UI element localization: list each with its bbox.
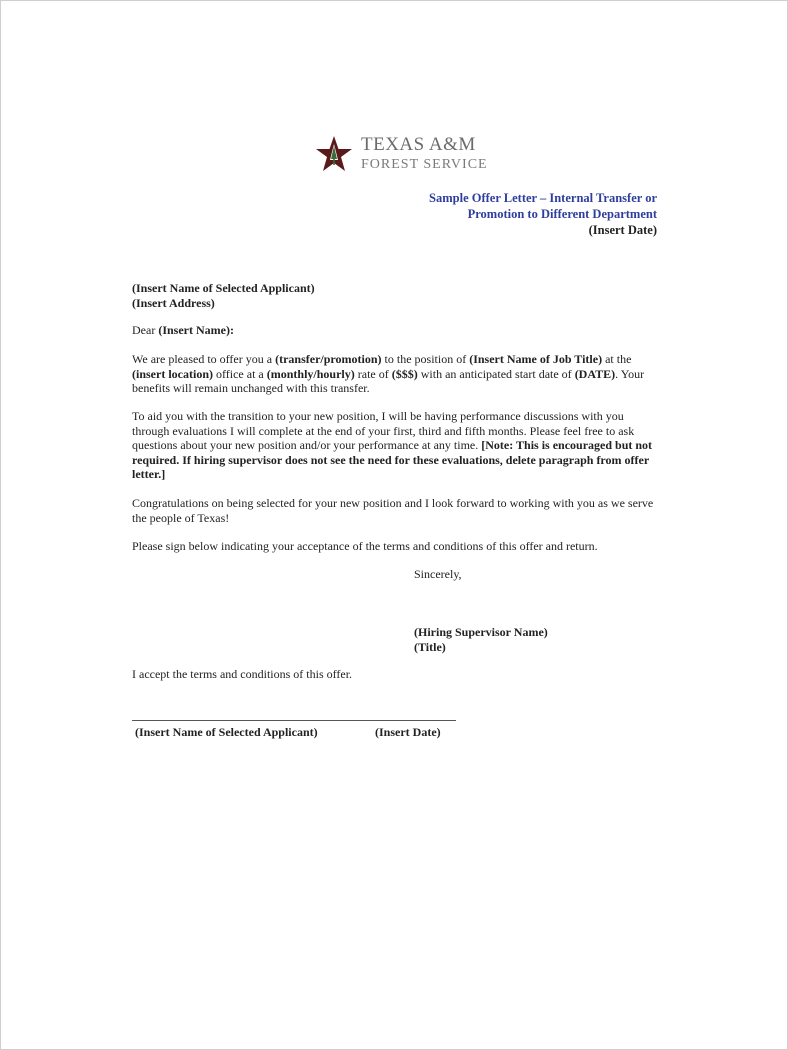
para1-text-4: office at a [212, 366, 267, 381]
paragraph-offer [132, 352, 662, 396]
acceptance-statement: I accept the terms and conditions of this offer. [132, 667, 353, 681]
closing-sincerely: Sincerely, [414, 567, 462, 581]
para1-bold-3: (insert location) [132, 366, 213, 381]
supervisor-name: (Hiring Supervisor Name) [414, 625, 548, 639]
acceptance-date-label: (Insert Date) [375, 725, 441, 739]
recipient-block [132, 281, 662, 310]
recipient-name: (Insert Name of Selected Applicant) [132, 281, 315, 295]
para1-bold-2: (Insert Name of Job Title) [469, 352, 603, 366]
para1-text-6: with an anticipated start date of [417, 366, 575, 381]
supervisor-title: (Title) [414, 639, 446, 654]
heading-title-line-1: Sample Offer Letter – Internal Transfer or [429, 191, 657, 205]
closing-signature-block [414, 625, 548, 654]
para1-bold-6: (DATE) [574, 366, 616, 381]
para1-bold-4: (monthly/hourly) [266, 366, 355, 381]
heading-title-line-2: Promotion to Different Department [467, 207, 657, 221]
logo-line-1: TEXAS A&M [361, 134, 476, 155]
para1-bold-5: ($$$) [391, 366, 418, 381]
para1-text-3: at the [602, 352, 632, 366]
signature-line [132, 720, 456, 721]
salutation-prefix: Dear [132, 323, 159, 337]
heading-date: (Insert Date) [588, 223, 657, 237]
applicant-signature-label: (Insert Name of Selected Applicant) [135, 725, 318, 739]
para1-text-5: rate of [354, 366, 392, 381]
para2-text: To aid you with the transition to your new position, I will be having performance discussions with you through evaluations I will complete at the end of your first, third and fifth months. Please feel free to ask questions about your new position and/or your performance at any time. [132, 409, 635, 453]
paragraph-evaluations [132, 409, 662, 482]
texas-am-forest-service-logo [313, 134, 488, 176]
para1-text-1: We are pleased to offer you a [132, 352, 276, 366]
recipient-address: (Insert Address) [132, 295, 215, 310]
para1-bold-1: (transfer/promotion) [275, 352, 382, 366]
salutation-name: (Insert Name): [158, 323, 234, 337]
para2-note: [Note: This is encouraged but not required. If hiring supervisor does not see the need for these evaluations, delete paragraph from offer letter.] [132, 438, 653, 482]
para1-text-7: . Your benefits will remain unchanged with this transfer. [132, 366, 645, 396]
star-tree-icon [313, 134, 355, 174]
letter-heading [297, 190, 657, 238]
salutation [132, 323, 662, 338]
para1-text-2: to the position of [381, 352, 470, 366]
logo-line-2: FOREST SERVICE [361, 157, 488, 172]
paragraph-congratulations: Congratulations on being selected for your new position and I look forward to working with you as we serve the people of Texas! [132, 496, 654, 525]
paragraph-sign-request: Please sign below indicating your acceptance of the terms and conditions of this offer and return. [132, 539, 598, 553]
